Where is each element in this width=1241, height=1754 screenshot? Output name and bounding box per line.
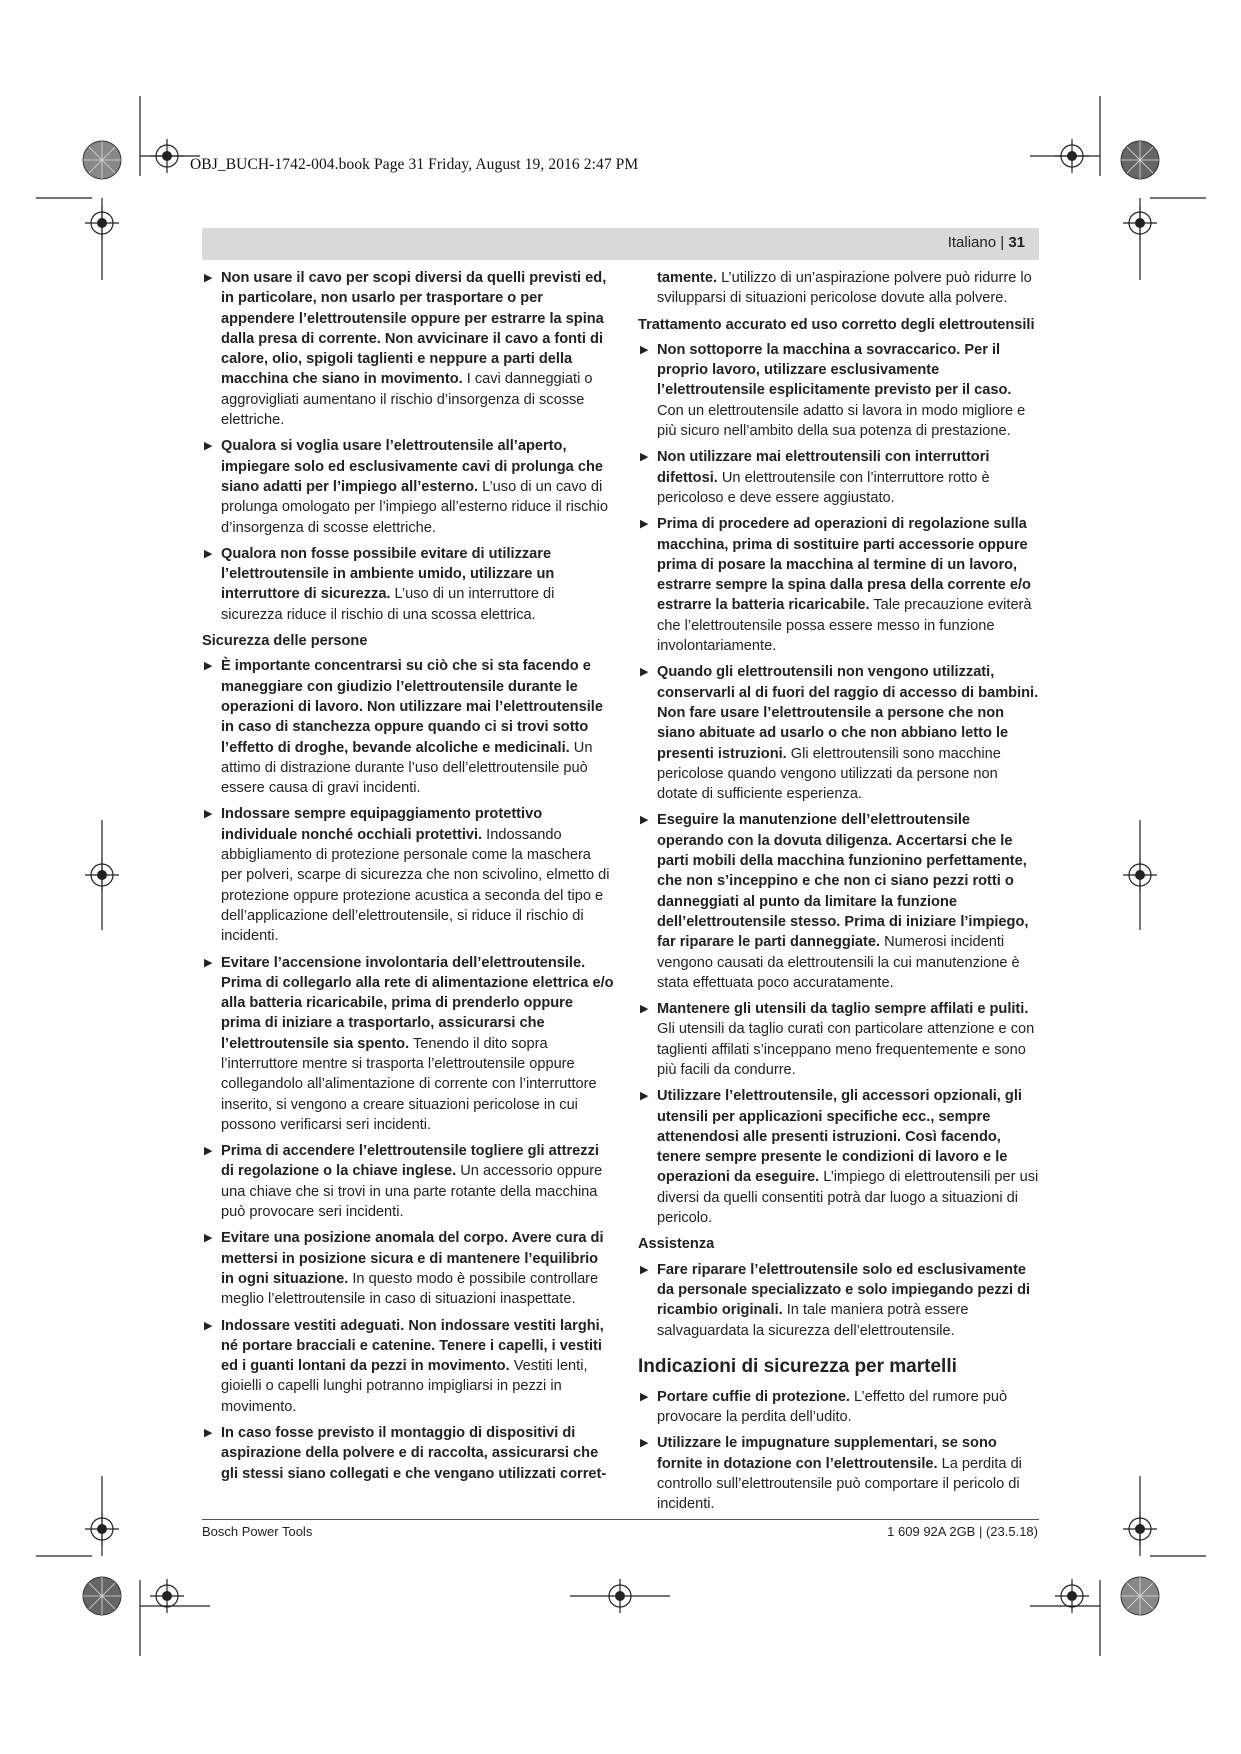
item-text: Numerosi incidenti vengono causati da elettroutensili la cui manutenzione è stata effettuata poco accuratamente. (657, 934, 1020, 991)
item-text: In questo modo è possibile controllare meglio l’elettroutensile in caso di situazioni inaspettate. (221, 1270, 599, 1308)
item-text: L’effetto del rumore può provocare la perdita dell’udito. (657, 1388, 1008, 1426)
bullet-arrow-icon: ▶ (204, 1427, 213, 1440)
bullet-arrow-icon: ▶ (640, 666, 649, 679)
bullet-arrow-icon: ▶ (640, 451, 649, 464)
list-item (202, 656, 614, 798)
list-item (638, 662, 1040, 804)
item-text: Un elettroutensile con l’interruttore rotto è pericoloso e deve essere aggiustato. (657, 469, 990, 506)
subhead-trattamento: Trattamento accurato ed uso corretto degli elettroutensili (638, 316, 1035, 333)
hammer-safety-list (638, 1387, 1040, 1515)
list-item (638, 1433, 1040, 1514)
list-item (638, 1086, 1040, 1228)
bullet-arrow-icon: ▶ (640, 1090, 649, 1103)
personal-safety-list (202, 656, 614, 1484)
item-bold: Indossare vestiti adeguati. Non indossare vestiti larghi, né portare bracciali e catenine. Tenere i capelli, i vestiti ed i guanti lontani da pezzi in movimento. (221, 1317, 604, 1375)
item-bold: Utilizzare l’elettroutensile, gli accessori opzionali, gli utensili per applicazioni specifiche ecc., sempre attenendosi alle presenti istruzioni. Così facendo, tenere sempre presente le condizioni di lavoro e le operazioni da eseguire. (657, 1088, 1022, 1186)
header-language: Italiano | (947, 234, 1005, 251)
left-column (202, 268, 614, 1490)
file-info-line: OBJ_BUCH-1742-004.book Page 31 Friday, August 19, 2016 2:47 PM (190, 156, 639, 173)
item-bold: Qualora non fosse possibile evitare di utilizzare l’elettroutensile in ambiente umido, utilizzare un interruttore di sicurezza. (221, 545, 555, 603)
tool-use-list (638, 340, 1040, 1228)
item-text: L’impiego di elettroutensili per usi diversi da quelli consentiti potrà dar luogo a situazioni di pericolo. (657, 1169, 1039, 1227)
item-bold: Fare riparare l’elettroutensile solo ed esclusivamente da personale specializzato e solo impiegando pezzi di ricambio originali. (657, 1261, 1031, 1319)
item-bold: Non sottoporre la macchina a sovraccarico. Per il proprio lavoro, utilizzare esclusivamente l’elettroutensile esplicitamente previsto per il caso. (657, 341, 1012, 399)
continued-bold: tamente. (657, 270, 718, 286)
list-item (638, 1387, 1040, 1428)
list-item (202, 436, 614, 537)
bullet-arrow-icon: ▶ (204, 660, 213, 673)
item-text: Con un elettroutensile adatto si lavora in modo migliore e più sicuro nell’ambito della sua potenza di prestazione. (657, 402, 1026, 440)
item-bold: È importante concentrarsi su ciò che si sta facendo e maneggiare con giudizio l’elettroutensile durante le operazioni di lavoro. Non utilizzare mai l’elettroutensile in caso di stanchezza oppure quando ci si trovi sotto l’effetto di droghe, bevande alcoliche e medicinali. (221, 658, 603, 756)
subhead-assistenza: Assistenza (638, 1236, 715, 1253)
item-bold: Prima di accendere l’elettroutensile togliere gli attrezzi di regolazione o la chiave inglese. (221, 1143, 599, 1180)
bullet-arrow-icon: ▶ (640, 1390, 649, 1403)
item-bold: Quando gli elettroutensili non vengono utilizzati, conservarli al di fuori del raggio di accesso di bambini. Non fare usare l’elettroutensile a persone che non siano abituate ad usarlo o che non abbiano letto le presenti istruzioni. (657, 664, 1039, 762)
item-bold: Evitare una posizione anomala del corpo. Avere cura di mettersi in posizione sicura e di mantenere l’equilibrio in ogni situazione. (221, 1230, 604, 1287)
item-text: Vestiti lenti, gioielli o capelli lunghi potranno impigliarsi in pezzi in movimento. (221, 1358, 588, 1415)
list-item (202, 544, 614, 625)
subhead-persone: Sicurezza delle persone (202, 633, 368, 650)
item-bold: Non utilizzare mai elettroutensili con interruttori difettosi. (657, 449, 990, 486)
item-bold: Utilizzare le impugnature supplementari, se sono fornite in dotazione con l’elettroutensile. (657, 1435, 997, 1472)
bullet-arrow-icon: ▶ (204, 272, 213, 284)
item-text: Gli elettroutensili sono macchine pericolose quando vengono utilizzati da persone non dotate di sufficiente esperienza. (657, 745, 1001, 803)
bullet-arrow-icon: ▶ (640, 343, 649, 356)
page-number: 31 (1008, 234, 1025, 251)
page-header (202, 228, 1039, 260)
item-text: La perdita di controllo sull’elettroutensile può comportare il pericolo di incidenti. (657, 1455, 1022, 1513)
bullet-arrow-icon: ▶ (204, 1319, 213, 1332)
item-bold: Mantenere gli utensili da taglio sempre affilati e puliti. (657, 1001, 1029, 1018)
item-bold: In caso fosse previsto il montaggio di dispositivi di aspirazione della polvere e di raccolta, assicurarsi che gli stessi siano collegati e che vengano utilizzati corret- (221, 1425, 607, 1482)
list-item (202, 1228, 614, 1309)
item-text: L’uso di un interruttore di sicurezza riduce il rischio di una scossa elettrica. (221, 586, 555, 623)
list-item (638, 1260, 1040, 1341)
right-column (638, 268, 1040, 1521)
footer-docnum: 1 609 92A 2GB | (23.5.18) (887, 1524, 1038, 1539)
list-item (638, 999, 1040, 1080)
item-bold: Prima di procedere ad operazioni di regolazione sulla macchina, prima di sostituire parti accessorie oppure prima di posare la macchina al termine di un lavoro, estrarre sempre la spina dalla presa della corrente e/o estrarre la batteria ricaricabile. (657, 516, 1031, 614)
bullet-arrow-icon: ▶ (204, 1145, 213, 1158)
continued-paragraph (638, 268, 1040, 309)
item-text: Un attimo di distrazione durante l’uso dell’elettroutensile può essere causa di gravi incidenti. (221, 739, 593, 797)
item-bold: Qualora si voglia usare l’elettroutensile all’aperto, impiegare solo ed esclusivamente cavi di prolunga che siano adatti per l’impiego all’esterno. (221, 438, 604, 495)
list-item (638, 340, 1040, 441)
service-list (638, 1260, 1040, 1341)
bullet-arrow-icon: ▶ (204, 956, 213, 969)
bullet-arrow-icon: ▶ (640, 1003, 649, 1016)
bullet-arrow-icon: ▶ (204, 547, 213, 560)
item-text: I cavi danneggiati o aggrovigliati aumentano il rischio d’insorgenza di scosse elettriche. (221, 371, 593, 429)
item-text: Tenendo il dito sopra l’interruttore mentre si trasporta l’elettroutensile oppure collegandolo all’alimentazione di corrente con l’interruttore inserito, si vengono a creare situazioni pericolose in cui possono verificarsi seri incidenti. (221, 1035, 597, 1133)
item-text: Gli utensili da taglio curati con particolare attenzione e con taglienti affilati s’inceppano meno frequentemente e sono più facili da condurre. (657, 1021, 1035, 1078)
electrical-safety-list (202, 268, 614, 625)
item-bold: Indossare sempre equipaggiamento protettivo individuale nonché occhiali protettivi. (221, 806, 543, 843)
item-text: Indossando abbigliamento di protezione personale come la maschera per polveri, scarpe di sicurezza che non scivolino, elmetto di protezione oppure protezione acustica a seconda del tipo e dell’applicazione dell’elettroutensile, si riduce il rischio di incidenti. (221, 826, 610, 945)
list-item (638, 810, 1040, 993)
list-item (638, 447, 1040, 508)
footer-brand: Bosch Power Tools (202, 1524, 313, 1539)
list-item (202, 953, 614, 1136)
item-bold: Eseguire la manutenzione dell’elettroutensile operando con la dovuta diligenza. Accertarsi che le parti mobili della macchina funzionino perfettamente, che non s’inceppino e che non ci siano pezzi rotti o danneggiati al punto da limitare la funzione dell’elettroutensile stesso. Prima di iniziare l’impiego, far riparare le parti danneggiate. (657, 812, 1029, 951)
item-bold: Non usare il cavo per scopi diversi da quelli previsti ed, in particolare, non usarlo per trasportare o per appendere l’elettroutensile oppure per estrarre la spina dalla presa di corrente. Non avvicinare il cavo a fonti di calore, olio, spigoli taglienti e neppure a parti della macchina che siano in movimento. (221, 270, 607, 388)
bullet-arrow-icon: ▶ (204, 1232, 213, 1245)
item-text: L’uso di un cavo di prolunga omologato per l’impiego all’esterno riduce il rischio d’insorgenza di scosse elettriche. (221, 478, 608, 536)
bullet-arrow-icon: ▶ (640, 814, 649, 827)
bullet-arrow-icon: ▶ (640, 1437, 649, 1450)
bullet-arrow-icon: ▶ (640, 518, 649, 531)
item-text: Tale precauzione eviterà che l’elettroutensile possa essere messo in funzione involontariamente. (657, 597, 1032, 655)
footer-divider (202, 1519, 1039, 1520)
list-item (202, 804, 614, 946)
bullet-arrow-icon: ▶ (640, 1263, 649, 1276)
item-text: In tale maniera potrà essere salvaguardata la sicurezza dell’elettroutensile. (657, 1302, 969, 1339)
list-item (202, 1141, 614, 1222)
item-bold: Portare cuffie di protezione. (657, 1388, 850, 1405)
list-item (638, 514, 1040, 656)
bullet-arrow-icon: ▶ (204, 808, 213, 821)
list-item (202, 1423, 614, 1484)
continued-text: L’utilizzo di un’aspirazione polvere può ridurre lo svilupparsi di situazioni pericolose dovute alla polvere. (657, 270, 1032, 307)
list-item (202, 268, 614, 430)
bullet-arrow-icon: ▶ (204, 440, 213, 453)
item-bold: Evitare l’accensione involontaria dell’elettroutensile. Prima di collegarlo alla rete di alimentazione elettrica e/o alla batteria ricaricabile, prima di prenderlo oppure prima di iniziare a trasportarlo, assicurarsi che l’elettroutensile sia spento. (221, 954, 614, 1052)
section-martelli: Indicazioni di sicurezza per martelli (638, 1355, 957, 1377)
header-language-page (948, 234, 1025, 251)
item-text: Un accessorio oppure una chiave che si trovi in una parte rotante della macchina può provocare seri incidenti. (221, 1163, 603, 1221)
list-item (202, 1316, 614, 1417)
